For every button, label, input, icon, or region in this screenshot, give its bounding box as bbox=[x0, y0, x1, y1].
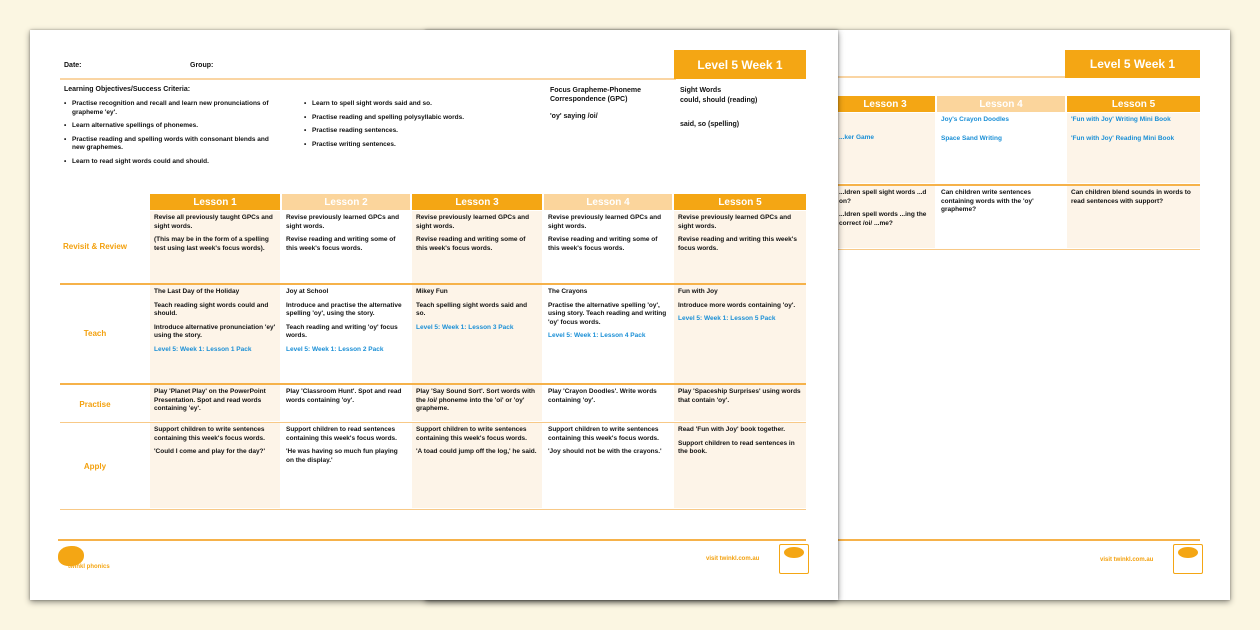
resource-link[interactable]: Space Sand Writing bbox=[941, 134, 1002, 142]
sight-words-reading: could, should (reading) bbox=[680, 97, 758, 104]
objectives-title: Learning Objectives/Success Criteria: bbox=[64, 86, 191, 93]
lesson-header-1: Lesson 1 bbox=[150, 194, 280, 210]
resources-lesson3 bbox=[835, 113, 935, 183]
lesson-header-4: Lesson 4 bbox=[937, 96, 1065, 112]
lesson-pack-link[interactable]: Level 5: Week 1: Lesson 5 Pack bbox=[678, 315, 776, 322]
apply-cell-4: Support children to write sentences containing this week's focus words. 'Joy should not be with the crayons.' bbox=[548, 426, 662, 455]
row-label-revisit: Revisit & Review bbox=[62, 242, 128, 251]
revisit-cell-3: Revise previously learned GPCs and sight words. Revise reading and writing some of this week's focus words. bbox=[412, 211, 542, 283]
objective-item: • Practise writing sentences. bbox=[304, 141, 534, 150]
assessment-lesson4: Can children write sentences containing words with the 'oy' grapheme? bbox=[941, 189, 1034, 213]
apply-cell-5: Read 'Fun with Joy' book together. Support children to read sentences in the book. bbox=[674, 423, 806, 508]
level-badge: Level 5 Week 1 bbox=[1065, 50, 1200, 78]
teach-cell-2: Joy at School Introduce and practise the alternative spelling 'oy', using the story. Teach reading and writing 'oy' focus words. Level 5: Week 1: Lesson 2 Pack bbox=[282, 285, 410, 383]
resources-lesson5 bbox=[1067, 113, 1200, 183]
front-page bbox=[30, 30, 838, 600]
twinkl-badge-logo bbox=[779, 544, 809, 574]
objective-item: • Practise recognition and recall and learn new pronunciations of grapheme 'ey'. bbox=[64, 100, 279, 117]
teach-cell-4: The Crayons Practise the alternative spelling 'oy', using story. Teach reading and writing 'oy' focus words. Level 5: Week 1: Lesson 4 Pack bbox=[548, 288, 667, 339]
objective-item: • Practise reading sentences. bbox=[304, 127, 534, 136]
row-divider bbox=[60, 509, 806, 510]
teach-cell-5: Fun with Joy Introduce more words containing 'oy'. Level 5: Week 1: Lesson 5 Pack bbox=[674, 285, 806, 383]
sight-words-title: Sight Words bbox=[680, 87, 722, 94]
logo-cloud-icon bbox=[1178, 547, 1198, 558]
footer-url[interactable]: visit twinkl.com.au bbox=[706, 556, 760, 562]
revisit-cell-4: Revise previously learned GPCs and sight words. Revise reading and writing some of this week's focus words. bbox=[548, 214, 662, 252]
practise-cell-4: Play 'Crayon Doodles'. Write words containing 'oy'. bbox=[548, 388, 657, 404]
practise-cell-2: Play 'Classroom Hunt'. Spot and read words containing 'oy'. bbox=[286, 388, 402, 404]
teach-cell-1: The Last Day of the Holiday Teach reading sight words could and should. Introduce alternative pronunciation 'ey' using the story. Level 5: Week 1: Lesson 1 Pack bbox=[150, 285, 280, 383]
apply-cell-3: Support children to write sentences containing this week's focus words. 'A toad could jump off the log,' he said. bbox=[412, 423, 542, 508]
focus-gpc-value: 'oy' saying /oi/ bbox=[550, 113, 598, 120]
row-divider bbox=[835, 249, 1200, 250]
lesson-header-3: Lesson 3 bbox=[835, 96, 935, 112]
resource-link[interactable]: Joy's Crayon Doodles bbox=[941, 116, 1010, 123]
objectives-list-2 bbox=[304, 100, 534, 154]
resource-link[interactable]: 'Fun with Joy' Reading Mini Book bbox=[1071, 134, 1175, 142]
assessment-lesson3: ...ldren spell sight words ...d on? ...ldren spell words ...ing the correct /oi/ ...me? bbox=[835, 186, 935, 248]
lesson-header-3: Lesson 3 bbox=[412, 194, 542, 210]
apply-cell-1: Support children to write sentences containing this week's focus words. 'Could I come and play for the day?' bbox=[150, 423, 280, 508]
header-divider bbox=[60, 78, 676, 80]
lesson-header-4: Lesson 4 bbox=[544, 194, 672, 210]
objective-item: • Practise reading and spelling words with consonant blends and new graphemes. bbox=[64, 136, 279, 153]
footer-divider bbox=[58, 539, 806, 541]
level-badge: Level 5 Week 1 bbox=[674, 50, 806, 79]
apply-cell-2: Support children to read sentences containing this week's focus words. 'He was having so much fun playing on the display.' bbox=[286, 426, 398, 464]
resource-link[interactable]: ...ker Game bbox=[839, 134, 875, 141]
objective-item: • Learn to read sight words could and should. bbox=[64, 158, 279, 167]
teach-cell-3: Mikey Fun Teach spelling sight words said and so. Level 5: Week 1: Lesson 3 Pack bbox=[412, 285, 542, 383]
objective-item: • Practise reading and spelling polysyllabic words. bbox=[304, 114, 534, 123]
date-label: Date: bbox=[64, 62, 82, 69]
revisit-cell-2: Revise previously learned GPCs and sight words. Revise reading and writing some of this week's focus words. bbox=[286, 214, 400, 252]
lesson-header-5: Lesson 5 bbox=[1067, 96, 1200, 112]
resources-lesson4 bbox=[937, 113, 1065, 183]
practise-cell-3: Play 'Say Sound Sort'. Sort words with the /oi/ phoneme into the 'oi' or 'oy' grapheme. bbox=[412, 385, 542, 421]
objectives-list-1 bbox=[64, 100, 279, 171]
sight-words-spelling: said, so (spelling) bbox=[680, 121, 740, 128]
lesson-pack-link[interactable]: Level 5: Week 1: Lesson 3 Pack bbox=[416, 323, 514, 331]
lesson-pack-link[interactable]: Level 5: Week 1: Lesson 1 Pack bbox=[154, 345, 252, 353]
practise-cell-5: Play 'Spaceship Surprises' using words that contain 'oy'. bbox=[674, 385, 806, 421]
logo-cloud-icon bbox=[784, 547, 804, 558]
group-label: Group: bbox=[190, 62, 214, 69]
row-label-practise: Practise bbox=[79, 400, 111, 409]
twinkl-badge-logo bbox=[1173, 544, 1203, 574]
objective-item: • Learn alternative spellings of phonemes. bbox=[64, 122, 279, 131]
logo-text: twinkl phonics bbox=[68, 564, 110, 570]
focus-gpc-title: Focus Grapheme-Phoneme Correspondence (GPC) bbox=[550, 87, 642, 103]
objective-item: • Learn to spell sight words said and so. bbox=[304, 100, 534, 109]
lesson-pack-link[interactable]: Level 5: Week 1: Lesson 2 Pack bbox=[286, 345, 384, 353]
revisit-cell-1: Revise all previously taught GPCs and sight words. (This may be in the form of a spelling test using last week's focus words). bbox=[150, 211, 280, 283]
practise-cell-1: Play 'Planet Play' on the PowerPoint Presentation. Spot and read words containing 'ey'. bbox=[150, 385, 280, 421]
twinkl-phonics-logo bbox=[58, 546, 84, 566]
row-label-apply: Apply bbox=[83, 462, 107, 471]
assessment-lesson5: Can children blend sounds in words to read sentences with support? bbox=[1067, 186, 1200, 248]
lesson-header-5: Lesson 5 bbox=[674, 194, 806, 210]
lesson-header-2: Lesson 2 bbox=[282, 194, 410, 210]
resource-link[interactable]: 'Fun with Joy' Writing Mini Book bbox=[1071, 116, 1171, 123]
revisit-cell-5: Revise previously learned GPCs and sight words. Revise reading and writing this week's focus words. bbox=[674, 211, 806, 283]
lesson-pack-link[interactable]: Level 5: Week 1: Lesson 4 Pack bbox=[548, 332, 646, 339]
footer-url[interactable]: visit twinkl.com.au bbox=[1100, 557, 1154, 563]
row-label-teach: Teach bbox=[83, 329, 107, 338]
